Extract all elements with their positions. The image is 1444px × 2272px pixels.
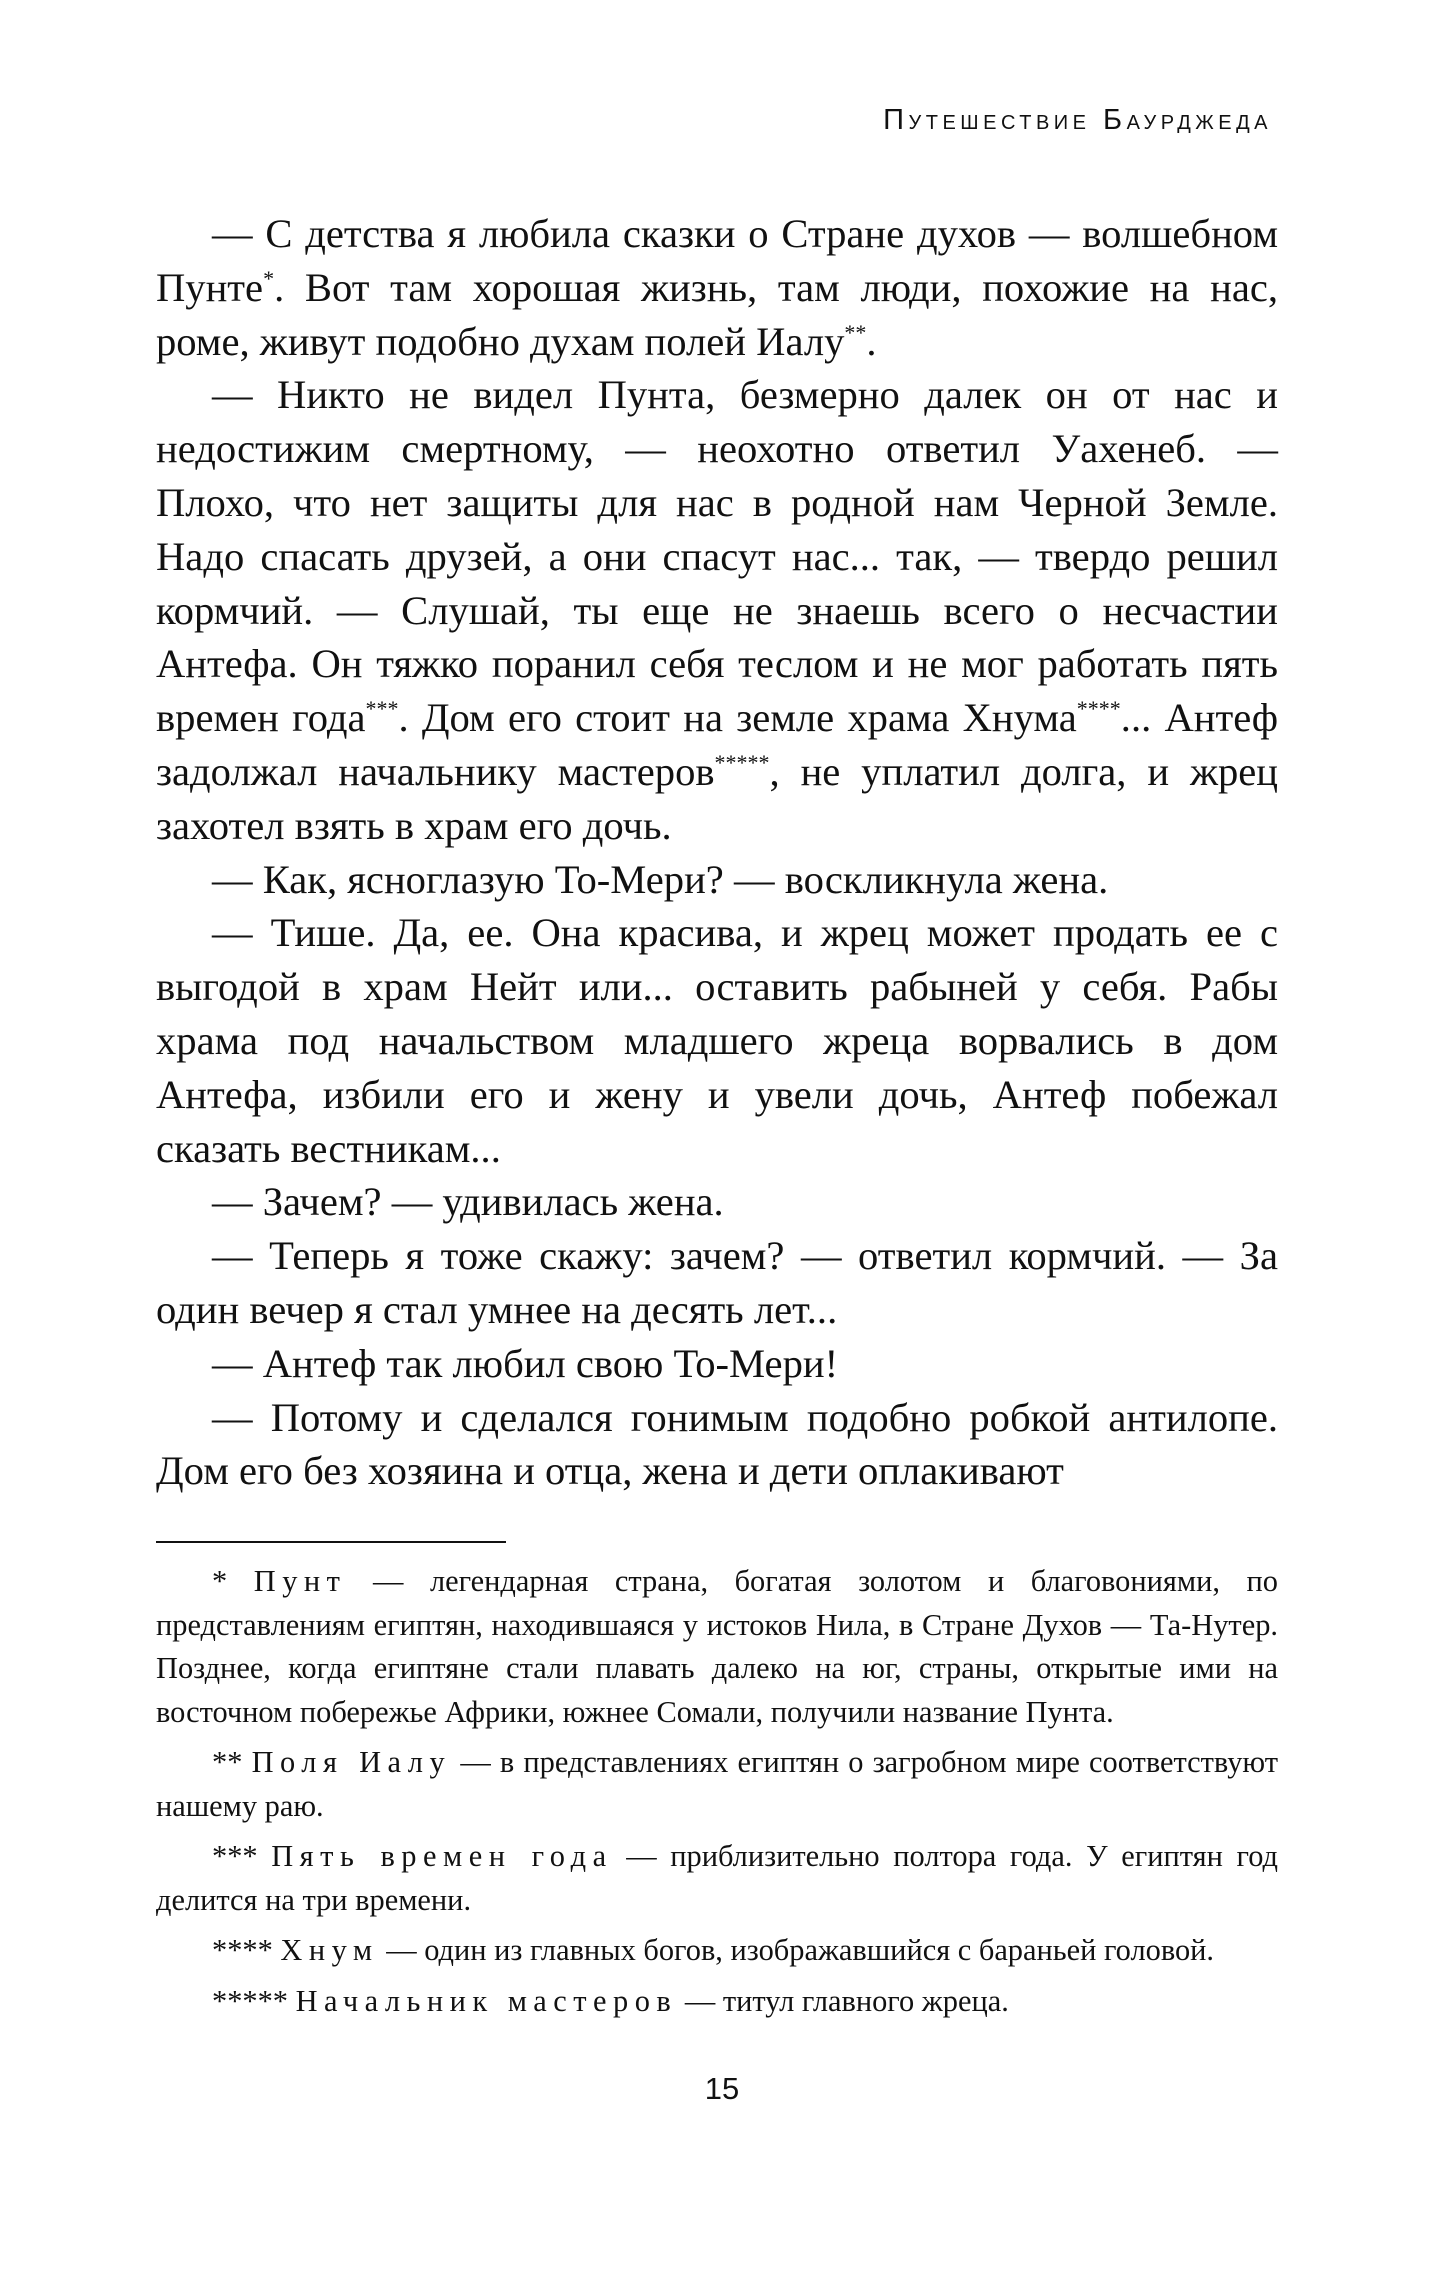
footnote-marker: ** [212,1745,243,1779]
footnote-marker: * [212,1564,228,1598]
paragraph: — Никто не видел Пунта, безмерно далек он от нас и недостижим смертному, — неохотно ответил Уахенеб. — Плохо, что нет защиты для нас в родной нам Черной Земле. Надо спасать друзей, а они спасут нас... так, — твердо решил кормчий. — Слушай, ты еще не знаешь всего о несчастии Антефа. Он тяжко поранил себя теслом и не мог работать пять времен года***. Дом его стоит на земле храма Хнума****... Антеф задолжал начальнику мастеров*****, не уплатил долга, и жрец захотел взять в храм его дочь. [156,372,1278,848]
footnote-ref[interactable]: *** [365,696,399,722]
footnote-ref[interactable]: ***** [714,749,770,775]
paragraph: — Теперь я тоже скажу: зачем? — ответил кормчий. — За один вечер я стал умнее на десять лет... [156,1233,1278,1332]
page-number: 15 [704,2071,740,2106]
footnote-term: Пунт [253,1564,347,1598]
main-text [156,207,1278,1498]
footnote-ref[interactable]: **** [1076,696,1121,722]
footnote-ref[interactable]: ** [844,319,867,345]
footnote: *** Пять времен года — приблизительно полтора года. У египтян год делится на три времени. [156,1839,1278,1917]
footnote-term: Начальник мастеров [295,1983,678,2018]
paragraph: — С детства я любила сказки о Стране духов — волшебном Пунте*. Вот там хорошая жизнь, там люди, похожие на нас, роме, живут подобно духам полей Иалу**. [156,211,1278,364]
footnote-marker: ***** [212,1983,288,2018]
paragraph: — Зачем? — удивилась жена. [212,1179,724,1225]
footnote-marker: *** [212,1839,258,1873]
footnote-term: Поля Иалу [251,1745,452,1779]
footnote: **** Хнум — один из главных богов, изображавшийся с бараньей головой. [212,1933,1215,1967]
footnote-marker: **** [212,1933,273,1967]
footnote: ** Поля Иалу — в представлениях египтян о загробном мире соответствуют нашему раю. [156,1745,1278,1823]
footnote-term: Пять времен года [271,1839,613,1873]
footnote-term: Хнум [280,1933,379,1967]
footnote: ***** Начальник мастеров — титул главного жреца. [212,1983,1009,2018]
paragraph: — Как, ясноглазую То-Мери? — воскликнула жена. [212,856,1109,902]
paragraph: — Тише. Да, ее. Она красива, и жрец может продать ее с выгодой в храм Нейт или... оставить рабыней у себя. Рабы храма под начальством младшего жреца ворвались в дом Антефа, избили его и жену и увели дочь, Антеф побежал сказать вестникам... [156,910,1278,1171]
footnote-divider [156,1541,506,1543]
running-head: Путешествие Баурджеда [883,104,1272,136]
paragraph: — Потому и сделался гонимым подобно робкой антилопе. Дом его без хозяина и отца, жена и дети оплакивают [156,1394,1278,1494]
footnotes [156,1560,1278,2030]
footnote-ref[interactable]: * [263,265,275,291]
paragraph: — Антеф так любил свою То-Мери! [212,1340,839,1386]
footnote: * Пунт — легендарная страна, богатая золотом и благовониями, по представлениям египтян, находившаяся у истоков Нила, в Стране Духов — Та-Нутер. Позднее, когда египтяне стали плавать далеко на юг, страны, открытые ими на восточном побережье Африки, южнее Сомали, получили название Пунта. [156,1564,1278,1729]
